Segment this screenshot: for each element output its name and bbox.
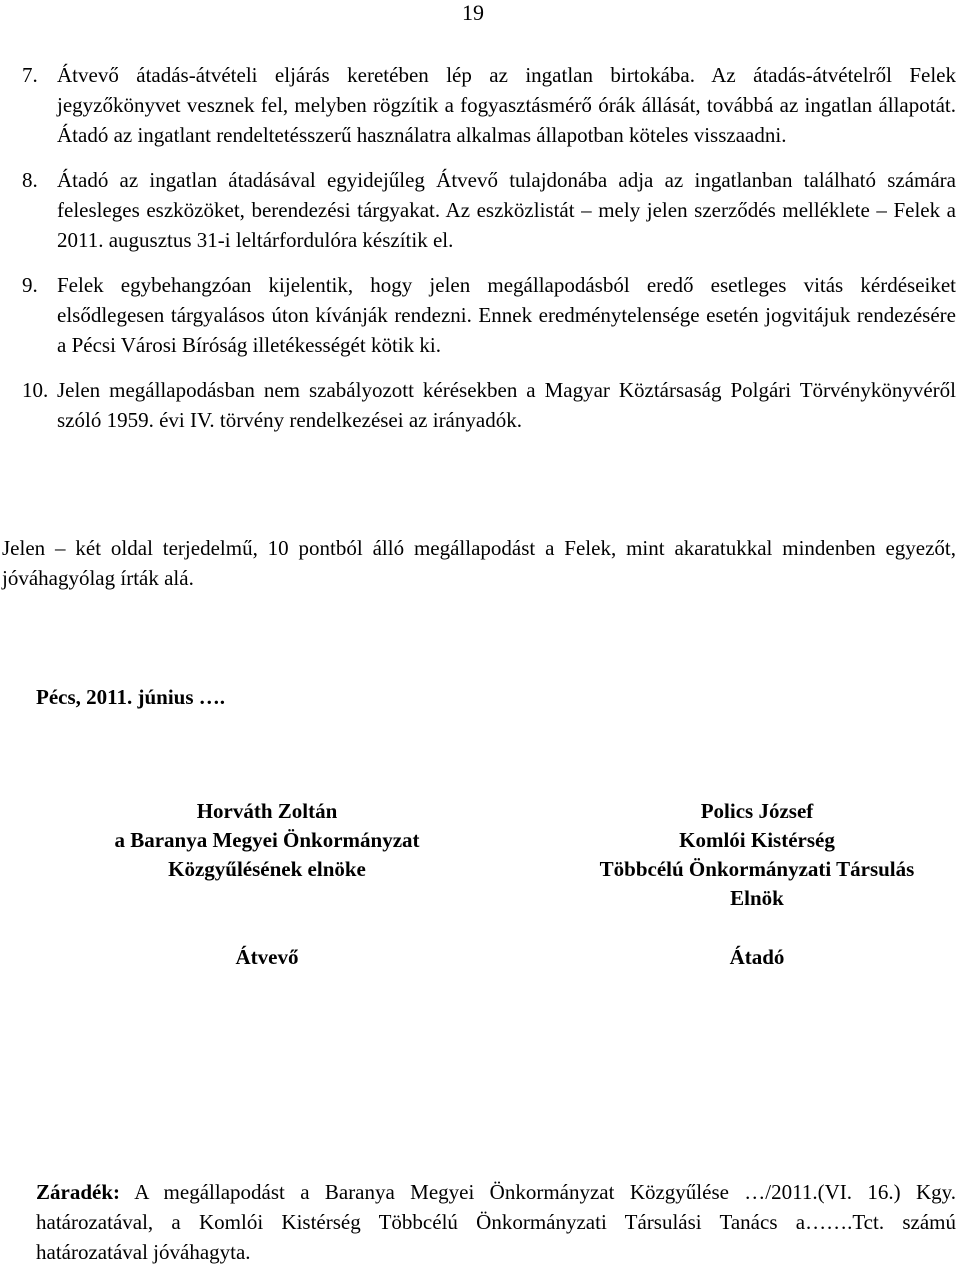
clause-text: Átvevő átadás-átvételi eljárás keretében lép az ingatlan birtokába. Az átadás-átvételről Felek jegyzőkönyvet vesznek fel, melyben rögzítik a fogyasztásmérő órák állását, továbbá az ingatlan állapotát. Átadó az ingatlant rendeltetésszerű használatra alkalmas állapotban köteles visszaadni. — [57, 63, 956, 147]
page-number: 19 — [462, 0, 484, 25]
approval-clause — [36, 1177, 956, 1267]
approval-clause-text: A megállapodást a Baranya Megyei Önkormányzat Közgyűlése …/2011.(VI. 16.) Kgy. határozatával, a Komlói Kistérség Többcélú Önkormányzati Társulási Tanács a…….Tct. számú határozatával jóváhagyta. — [36, 1180, 956, 1264]
signatory-organization: a Baranya Megyei Önkormányzat — [114, 828, 420, 852]
clause-text: Jelen megállapodásban nem szabályozott kérésekben a Magyar Köztársaság Polgári Törvénykönyvéről szóló 1959. évi IV. törvény rendelkezései az irányadók. — [57, 378, 956, 432]
clause-number: 10. — [22, 378, 49, 402]
signatory-role: Átvevő — [235, 945, 299, 969]
signatory-role: Átadó — [729, 945, 785, 969]
signatory-title: Közgyűlésének elnöke — [168, 857, 366, 881]
numbered-clauses — [22, 60, 956, 450]
closing-statement: Jelen – két oldal terjedelmű, 10 pontból álló megállapodást a Felek, mint akaratukkal mindenben egyezőt, jóváhagyólag írták alá. — [2, 536, 956, 590]
clause-item-10 — [22, 375, 956, 435]
approval-clause-label: Záradék: — [36, 1180, 120, 1204]
clause-text: Átadó az ingatlan átadásával egyidejűleg Átvevő tulajdonába adja az ingatlanban található számára felesleges eszközöket, berendezési tárgyakat. Az eszközlistát – mely jelen szerződés melléklete – Felek a 2011. augusztus 31-i leltárfordulóra készítik el. — [57, 168, 956, 252]
clause-number: 7. — [22, 63, 38, 87]
signatory-organization: Komlói Kistérség — [679, 828, 835, 852]
clause-number: 9. — [22, 273, 38, 297]
signatory-name: Horváth Zoltán — [196, 799, 338, 823]
signatory-right — [537, 797, 960, 972]
signatory-left — [47, 797, 487, 972]
clause-text: Felek egybehangzóan kijelentik, hogy jelen megállapodásból eredő esetleges vitás kérdéseiket elsődlegesen tárgyalásos úton kívánják rendezni. Ennek eredménytelensége esetén jogvitájuk rendezésére a Pécsi Városi Bíróság illetékességét kötik ki. — [57, 273, 956, 357]
clause-item-7 — [22, 60, 956, 150]
clause-item-8 — [22, 165, 956, 255]
clause-item-9 — [22, 270, 956, 360]
place-and-date: Pécs, 2011. június …. — [36, 685, 226, 709]
signatory-name: Polics József — [700, 799, 814, 823]
clause-number: 8. — [22, 168, 38, 192]
signatory-title: Elnök — [730, 886, 784, 910]
signatory-organization-type: Többcélú Önkormányzati Társulás — [599, 857, 915, 881]
